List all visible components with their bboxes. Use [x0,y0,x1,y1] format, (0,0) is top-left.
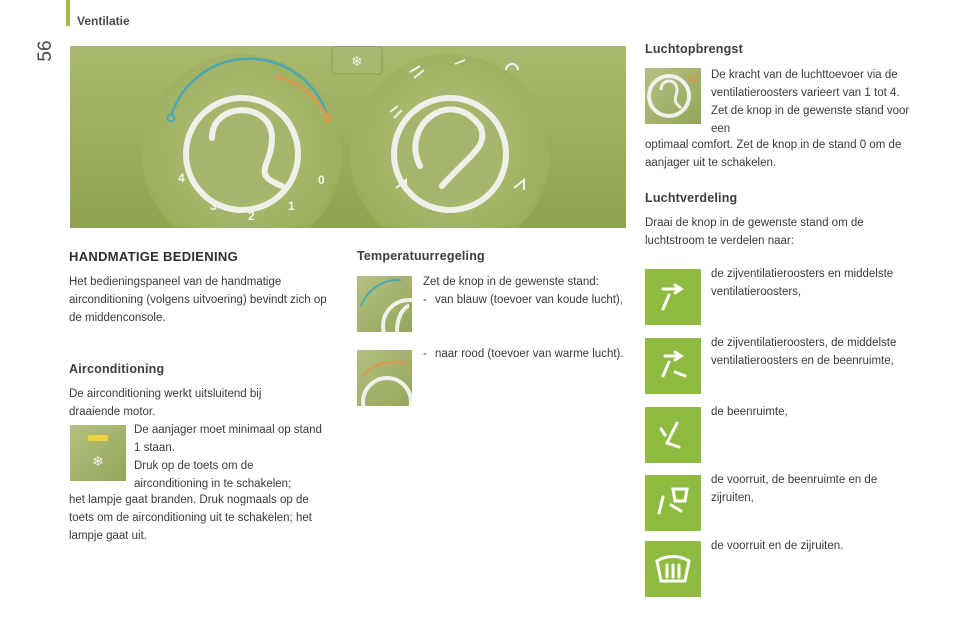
section-title: Ventilatie [77,14,130,28]
flow-text-b: optimaal comfort. Zet de knop in de stand 0 om de aanjager uit te schakelen. [645,139,902,169]
temperature-title: Temperatuurregeling [357,249,485,263]
windscreen-demist-icon [645,541,701,597]
temp-dial-blue-photo [357,276,412,332]
distribution-item-4: de voorruit, de beenruimte en de zijruiten, [711,474,878,504]
temperature-intro: Zet de knop in de gewenste stand: [423,276,599,288]
face-vents-icon [645,269,701,325]
side-rule [66,0,70,26]
aircon-step1: De aanjager moet minimaal op stand 1 staan. [134,424,322,454]
feet-vent-icon [645,407,701,463]
fan-label: 1 [288,199,295,213]
ac-button-photo [70,425,126,481]
distribution-title: Luchtverdeling [645,191,738,205]
distribution-item-1: de zijventilatieroosters en middelste ventilatieroosters, [711,268,894,298]
temperature-blue-item: - van blauw (toevoer van koude lucht), [423,294,623,306]
distribution-intro: Draai de knop in de gewenste stand om de luchtstroom te verdelen naar: [645,217,864,247]
snowflake-icon: ❄ [92,453,104,469]
aircon-step2a: Druk op de toets om de airconditioning in te schakelen; [134,460,292,490]
fan-label: 2 [248,209,255,223]
aircon-title: Airconditioning [69,362,165,376]
control-panel-photo [70,46,626,228]
face-feet-vents-icon [645,338,701,394]
fan-dial-photo [645,68,701,124]
aircon-step2b: het lampje gaat branden. Druk nogmaals op de toets om de airconditioning uit te schakelen; het lampje gaat uit. [69,494,312,542]
flow-text-a: De kracht van de luchttoevoer via de ventilatieroosters varieert van 1 tot 4. Zet de knop in de gewenste stand voor een [711,69,910,135]
temp-dial-red-photo [357,350,412,406]
manual-control-title: HANDMATIGE BEDIENING [69,249,238,264]
temperature-red-item: - naar rood (toevoer van warme lucht). [423,348,624,360]
page-number: 56 [35,40,56,62]
flow-title: Luchtopbrengst [645,42,743,56]
distribution-item-2: de zijventilatieroosters, de middelste ventilatieroosters en de beenruimte, [711,337,897,367]
svg-text:❄: ❄ [351,54,363,70]
ac-indicator-light [88,435,108,441]
aircon-intro: De airconditioning werkt uitsluitend bij draaiende motor. [69,388,262,418]
distribution-item-5: de voorruit en de zijruiten. [711,540,844,552]
fan-label: 0 [318,173,325,187]
manual-control-text: Het bedieningspaneel van de handmatige airconditioning (volgens uitvoering) bevindt zich op de middenconsole. [69,276,327,324]
distribution-item-3: de beenruimte, [711,406,788,418]
windscreen-feet-icon [645,475,701,531]
fan-label: 4 [178,171,185,185]
fan-label: 3 [210,199,217,213]
